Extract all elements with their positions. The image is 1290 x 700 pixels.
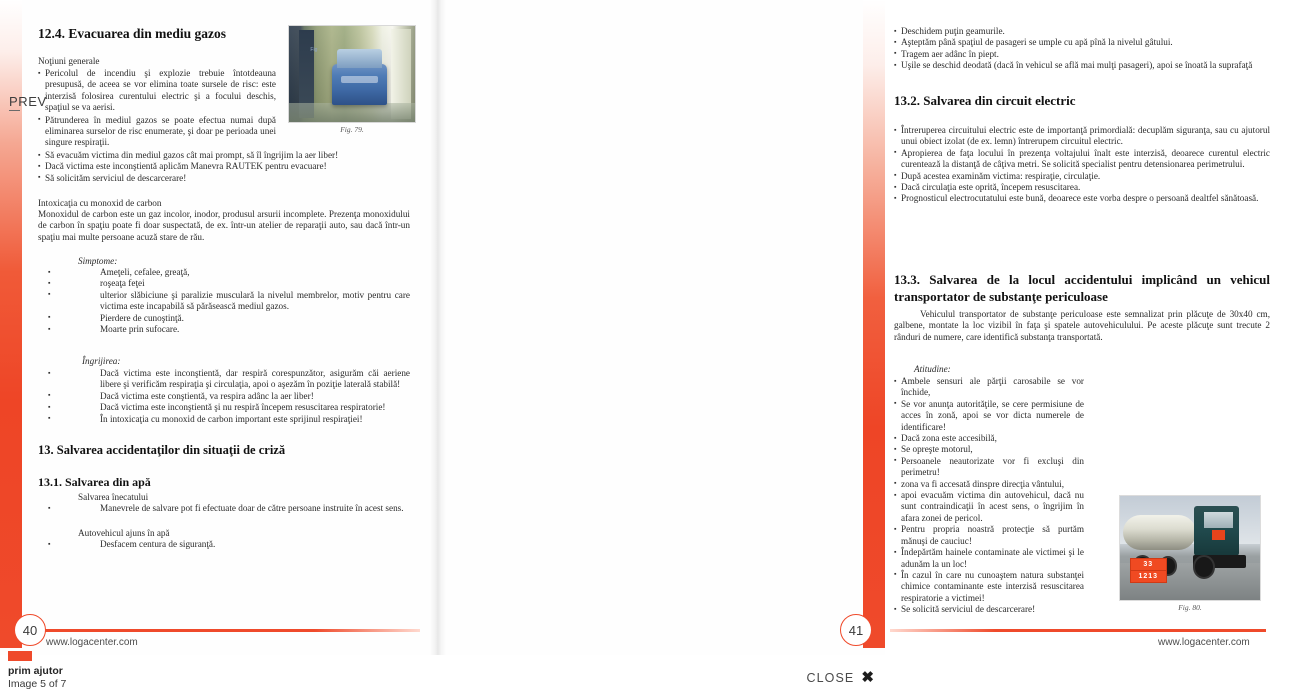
car-window-shape	[337, 49, 382, 68]
footer-rule-left	[42, 629, 420, 632]
list-item: ▪ Pentru propria noastră protecţie să purtăm mănuşi de cauciuc!	[894, 524, 1084, 547]
car-body-shape	[332, 64, 387, 104]
label-ingrijirea: Îngrijirea:	[82, 356, 121, 366]
list-item: ▪ Dacă victima este inconştientă aplicăm Manevra RAUTEK pentru evacuare!	[38, 161, 410, 172]
figure-79	[288, 25, 416, 134]
subheading-intoxicatia: Intoxicaţia cu monoxid de carbon	[38, 198, 162, 208]
close-x-icon: ✖	[861, 669, 875, 686]
figure-caption: Fig. 79.	[340, 125, 364, 134]
list-item: ▪ Dacă zona este accesibilă,	[894, 433, 1084, 444]
caption-title: prim ajutor	[8, 665, 63, 677]
prev-button[interactable]	[9, 94, 47, 111]
list-item: ▪ Dacă victima este conştientă, va respira adânc la aer liber!	[38, 391, 410, 402]
list-item: ▪ roşeaţa feţei	[38, 278, 410, 289]
page-left	[0, 0, 438, 655]
list-item: ▪ În intoxicaţia cu monoxid de carbon important este sprijinul respiraţiei!	[38, 414, 410, 425]
list-item: ▪ Pierdere de cunoştinţă.	[38, 313, 410, 324]
list-item: ▪ Persoanele neautorizate vor fi excluşi din perimetru!	[894, 456, 1084, 479]
list-item: ▪ Ameţeli, cefalee, greaţă,	[38, 267, 410, 278]
thumbnail-swatch	[8, 651, 32, 661]
label-simptome: Simptome:	[78, 256, 118, 266]
bullet-list-1	[38, 68, 276, 149]
list-item: ▪ Uşile se deschid deodată (dacă în vehicul se află mai mulţi pasageri), apoi se înoată la suprafaţă	[894, 60, 1270, 71]
list-item: ▪ În cazul în care nu cunoaştem natura substanţei chimice contaminante este interzisă resuscitarea respiratorie a victimei!	[894, 570, 1084, 604]
list-item: ▪ Tragem aer adânc în piept.	[894, 49, 1270, 60]
list-item: ▪ Pericolul de incendiu şi explozie trebuie întotdeauna presupusă, de aceea se vor elimina toate sursele de risc: este interzisă folosirea curentului electric şi a focului deschis, spaţiul se va aerisi.	[38, 68, 276, 114]
wheel-shape	[1193, 555, 1215, 579]
list-item: ▪ zona va fi accesată dinspre direcţia vântului,	[894, 479, 1084, 490]
list-item: ▪ Îndepărtăm hainele contaminate ale victimei şi le adunăm la un loc!	[894, 547, 1084, 570]
heading-12-4: 12.4. Evacuarea din mediu gazos	[38, 26, 227, 41]
list-item: ▪ Apropierea de faţa locului în prezenţa voltajului înalt este interzisă, deoarece curentul electric curentează la distanţă de câţiva metri. Se solicită specialist pentru detensionarea perimetrului.	[894, 148, 1270, 171]
paragraph-vehicul: Vehiculul transportator de substanţe periculoase este semnalizat prin plăcuţe de 30x40 cm, galbene, montate la loc vizibil în faţa şi spatele autovehiculului. Pe aceste plăcuţe sunt trecute 2 rânduri de numere, care identifică substanţa transportată.	[894, 309, 1270, 342]
caption-counter: Image 5 of 7	[8, 678, 67, 690]
heading-13-2: 13.2. Salvarea din circuit electric	[894, 93, 1076, 108]
cab-window-shape	[1204, 512, 1233, 529]
garage-floor-shape	[289, 103, 415, 122]
prev-button-label: PREV	[9, 94, 47, 109]
image-caption-block	[8, 665, 66, 691]
heading-13-1: 13.1. Salvarea din apă	[38, 475, 151, 489]
image-watermark: Fig	[310, 47, 318, 54]
garage-car-image	[288, 25, 416, 123]
bullet-list-13-2	[894, 125, 1270, 205]
footer-rule-right	[890, 629, 1266, 632]
book-gutter-shadow	[430, 0, 446, 655]
heading-13: 13. Salvarea accidentaţilor din situaţii de criză	[38, 443, 286, 457]
page-number-left: 40	[14, 614, 46, 646]
page-edge-accent-right	[863, 0, 885, 648]
prev-button-underline	[9, 110, 20, 111]
list-item: ▪ Desfacem centura de siguranţă.	[38, 539, 410, 550]
list-item: ▪ Dacă victima este inconştientă, dar respiră corespunzător, asigurăm căi aeriene libere şi verificăm respiraţia şi circulaţia, apoi o aşezăm în poziţie laterală stabilă!	[38, 368, 410, 391]
symptom-list	[38, 267, 410, 335]
list-item: ▪ Se solicită serviciul de descarcerare!	[894, 604, 1084, 615]
hazard-placard	[1130, 558, 1167, 583]
list-item: ▪ Ambele sensuri ale părţii carosabile se vor închide,	[894, 376, 1084, 399]
list-item: ▪ Prognosticul electrocutatului este bună, deoarece este vorba despre o persoană dealtfel sănătoasă.	[894, 193, 1270, 204]
tanker-truck-image	[1119, 495, 1261, 601]
list-item: ▪ Moarte prin sufocare.	[38, 324, 410, 335]
bullet-list-top-right	[894, 26, 1270, 72]
placard-un-number: 1213	[1138, 573, 1159, 581]
heading-13-3: 13.3. Salvarea de la locul accidentului implicând un vehicul transportator de substanţe periculoase	[894, 272, 1270, 304]
figure-caption: Fig. 80.	[1178, 603, 1202, 612]
placard-hazard-number: 33	[1131, 559, 1166, 571]
subheading-salvarea-inecatului: Salvarea înecatului	[78, 492, 149, 502]
list-item: ▪ Aşteptăm până spaţiul de pasageri se umple cu apă pînă la nivelul gâtului.	[894, 37, 1270, 48]
figure-80	[1119, 495, 1261, 612]
tank-trailer-shape	[1123, 515, 1196, 550]
label-atitudine: Atitudine:	[914, 364, 951, 374]
list-item: ▪ Se opreşte motorul,	[894, 444, 1084, 455]
bullet-list-2	[38, 150, 410, 184]
list-item: ▪ Să evacuăm victima din mediul gazos cât mai prompt, să îl îngrijim la aer liber!	[38, 150, 410, 161]
rescue-list-1	[38, 503, 410, 514]
subheading-notiuni-generale: Noţiuni generale	[38, 56, 100, 66]
list-item: ▪ Manevrele de salvare pot fi efectuate doar de către persoane instruite în acest sens.	[38, 503, 410, 514]
rescue-list-2	[38, 539, 410, 550]
list-item: ▪ Să solicităm serviciul de descarcerare!	[38, 173, 410, 184]
site-url-left: www.logacenter.com	[46, 637, 138, 648]
list-item: ▪ ulterior slăbiciune şi paralizie musculară la nivelul membrelor, motiv pentru care victima este incapabilă să părăsească mediul gazos.	[38, 290, 410, 313]
list-item: ▪ Dacă circulaţia este oprită, începem resuscitarea.	[894, 182, 1270, 193]
close-button[interactable]	[806, 670, 875, 685]
list-item: ▪ apoi evacuăm victima din autovehicul, dacă nu sunt contraindicaţii în acest sens, o îngrijim în afara zonei de pericol.	[894, 490, 1084, 524]
page-right	[442, 0, 1270, 655]
list-item: ▪ Întreruperea circuitului electric este de importanţă primordială: decuplăm siguranţa, sau cu ajutorul unui obiect izolat (de ex. lemn) întrerupem circuitul electric.	[894, 125, 1270, 148]
close-button-label: CLOSE	[806, 670, 855, 685]
care-list	[38, 368, 410, 425]
list-item: ▪ Dacă victima este inconştientă şi nu respiră începem resuscitarea respiratorie!	[38, 402, 410, 413]
list-item: ▪ Deschidem puţin geamurile.	[894, 26, 1270, 37]
front-hazard-plate	[1212, 530, 1225, 539]
list-item: ▪ Se vor anunţa autorităţile, se cere permisiune de acces în zonă, apoi se vor dicta numerele de identificare!	[894, 399, 1084, 433]
subheading-autovehicul: Autovehicul ajuns în apă	[78, 528, 170, 538]
list-item: ▪ Pătrunderea în mediul gazos se poate efectua numai după eliminarea surselor de risc enumerate, şi doar pe perioada unei singure respiraţii.	[38, 115, 276, 149]
list-item: ▪ După acestea examinăm victima: respiraţie, circulaţie.	[894, 171, 1270, 182]
site-url-right: www.logacenter.com	[1158, 637, 1250, 648]
page-number-right: 41	[840, 614, 872, 646]
bullet-list-atitudine	[894, 376, 1084, 616]
paragraph-monoxid: Monoxidul de carbon este un gaz incolor, inodor, produsul arsurii incomplete. Prezenţa monoxidului de carbon în spaţiu poate fi doar suspectată, de ex. într-un atelier de reparaţii auto, sau dacă într-un spaţiu mai multe persoane acuză stare de rău.	[38, 209, 410, 242]
